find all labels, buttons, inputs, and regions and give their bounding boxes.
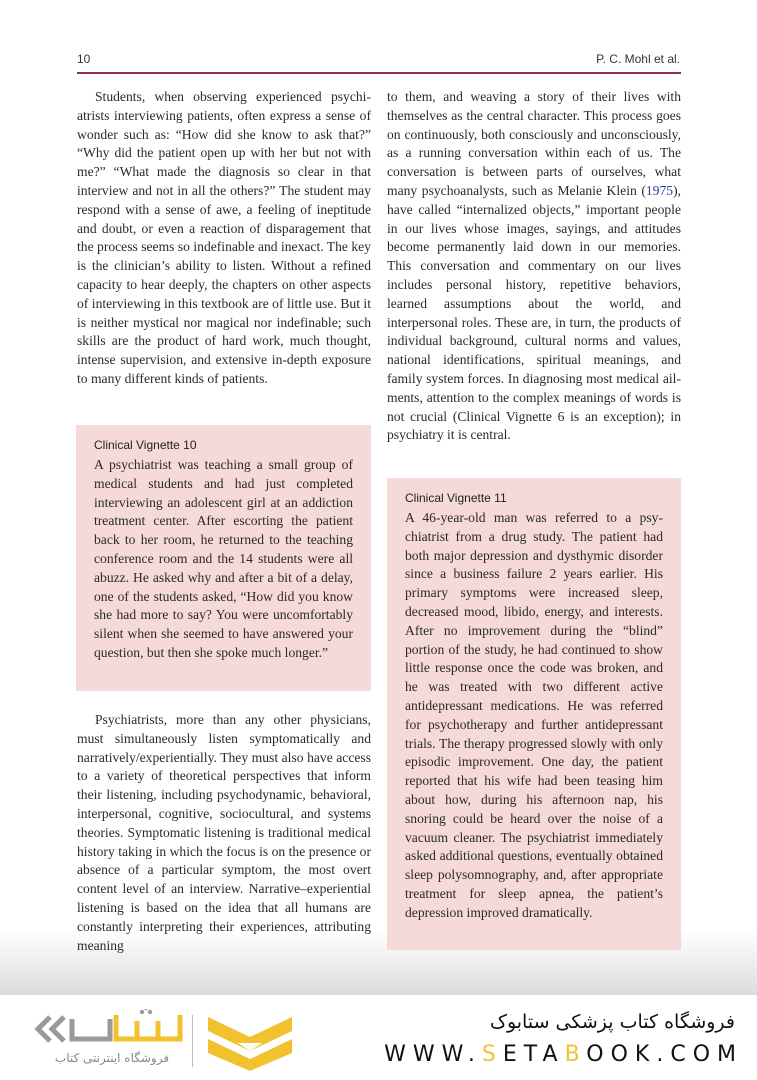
- store-name: فروشگاه کتاب پزشکی ستابوک: [489, 1011, 735, 1033]
- store-url-link[interactable]: [384, 1042, 743, 1067]
- header-rule: [77, 72, 681, 74]
- url-text: ETA: [502, 1042, 565, 1067]
- paragraph-psychiatrists: Psychiatrists, more than any other physicians, must simultaneously listen symptomatically and narratively/experientially. They must also have access to a variety of theoretical perspectives that inform their listening, including psychodynamic, behavioral, interpersonal, cognitive, sociocultural, and systems theories. Symptomatic listening is traditional medical history taking in which the focus is on the presence or absence of a particular symptom, the most overt content level of an interview. Narrative–experiential listening is based on the idea that all humans are constantly interpreting their experiences, attributing meaning: [77, 712, 371, 953]
- url-text: OOK.COM: [586, 1042, 743, 1067]
- vignette-title: Clinical Vignette 10: [94, 438, 197, 452]
- clinical-vignette-11-box: [387, 478, 681, 950]
- citation-link-klein-1975[interactable]: 1975: [645, 182, 674, 198]
- url-text: WWW.: [384, 1042, 482, 1067]
- left-column: [77, 88, 371, 389]
- logo-subtitle: فروشگاه اینترنتی کتاب: [54, 1051, 170, 1065]
- left-column-lower: [77, 711, 371, 955]
- logo-divider: [192, 1015, 193, 1067]
- clinical-vignette-10-box: [76, 425, 371, 691]
- running-head: [77, 52, 680, 72]
- setabook-logo: [30, 1009, 300, 1073]
- vignette-text: A 46-year-old man was referred to a psychiatrist from a drug study. The patient had both major depression and dysthymic disorder since a business failure 2 years earlier. His primary symptoms were increased sleep, decreased mood, libido, energy, and interests. After no improvement during the “blind” portion of the study, he had continued to show little response once the code was broken, and he was treated with two different active antidepressant medications. He was referred for psychotherapy and further antidepressant trials. The therapy progressed slowly with only episodic improvement. One day, the patient reported that his wife had been teasing him about how, during his afternoon nap, his snoring could be heard over the noise of a vacuum cleaner. The psychiatrist immediately asked additional questions, eventually obtained sleep polysomnography, and, after appropriate treatment for sleep apnea, the patient’s depression improved dramatically.: [405, 510, 663, 920]
- setabook-banner[interactable]: [0, 995, 757, 1080]
- paragraph-students: Students, when observing experienced psychiatrists interviewing patients, often express a sense of wonder such as: “How did she know to ask that?” “Why did the patient open up with her but not with me?” “What made the diagnosis so clear in that interview and not in all the others?” The student may respond with a sense of awe, a feeling of ineptitude and doubt, or even a reaction of disparagement that the process seems so indefinable and inexact. The key is the clinician’s ability to listen. Without a refined capacity to hear deeply, the chapters on other aspects of interviewing in this textbook are of little use. But it is neither mystical nor magical nor indefinable; such skills are the product of hard work, much thought, intense supervision, and extensive in-depth exposure to many different kinds of patients.: [77, 89, 371, 386]
- paragraph-text: ), have called “internalized objects,” important people in our lives whose images, sayings, and attitudes become permanently laid down in our memories. This conversation and commentary on our lives includes personal history, repetitive behaviors, learned assumptions about the world, and interpersonal roles. These are, in turn, the products of individual background, cultural norms and values, national identifications, spiritual meanings, and family system forces. In diagnosing most medical ailments, attention to the complex meanings of words is not crucial (Clinical Vignette 6 is an exception); in psychiatry it is central.: [387, 182, 681, 443]
- vignette-title: Clinical Vignette 11: [405, 491, 507, 505]
- paragraph-text: to them, and weaving a story of their lives with themselves as the central character. This process goes on continuously, both consciously and unconsciously, as a running conversation within each of us. The conversation is between parts of ourselves, what many psychoanalysts, such as Melanie Klein (: [387, 89, 681, 198]
- paragraph-narrative: [387, 88, 681, 445]
- right-column: [387, 88, 681, 445]
- vignette-text: A psychiatrist was teaching a small group of medical students and had just completed interviewing an adolescent girl at an addiction treatment center. After escorting the patient back to her room, he returned to the teaching conference room and the 14 students were all abuzz. He asked why and after a bit of a delay, one of the students asked, “How did you know she had more to say? You were uncomfortably silent when she seemed to have answered your question, but then she spoke much longer.”: [94, 457, 353, 660]
- page-number: 10: [77, 52, 91, 66]
- url-highlight: S: [481, 1042, 503, 1067]
- url-highlight: B: [564, 1042, 587, 1067]
- setabook-chevron-icon: [208, 1013, 292, 1071]
- setabook-wordmark-icon: [30, 1009, 190, 1049]
- running-author: P. C. Mohl et al.: [596, 52, 680, 66]
